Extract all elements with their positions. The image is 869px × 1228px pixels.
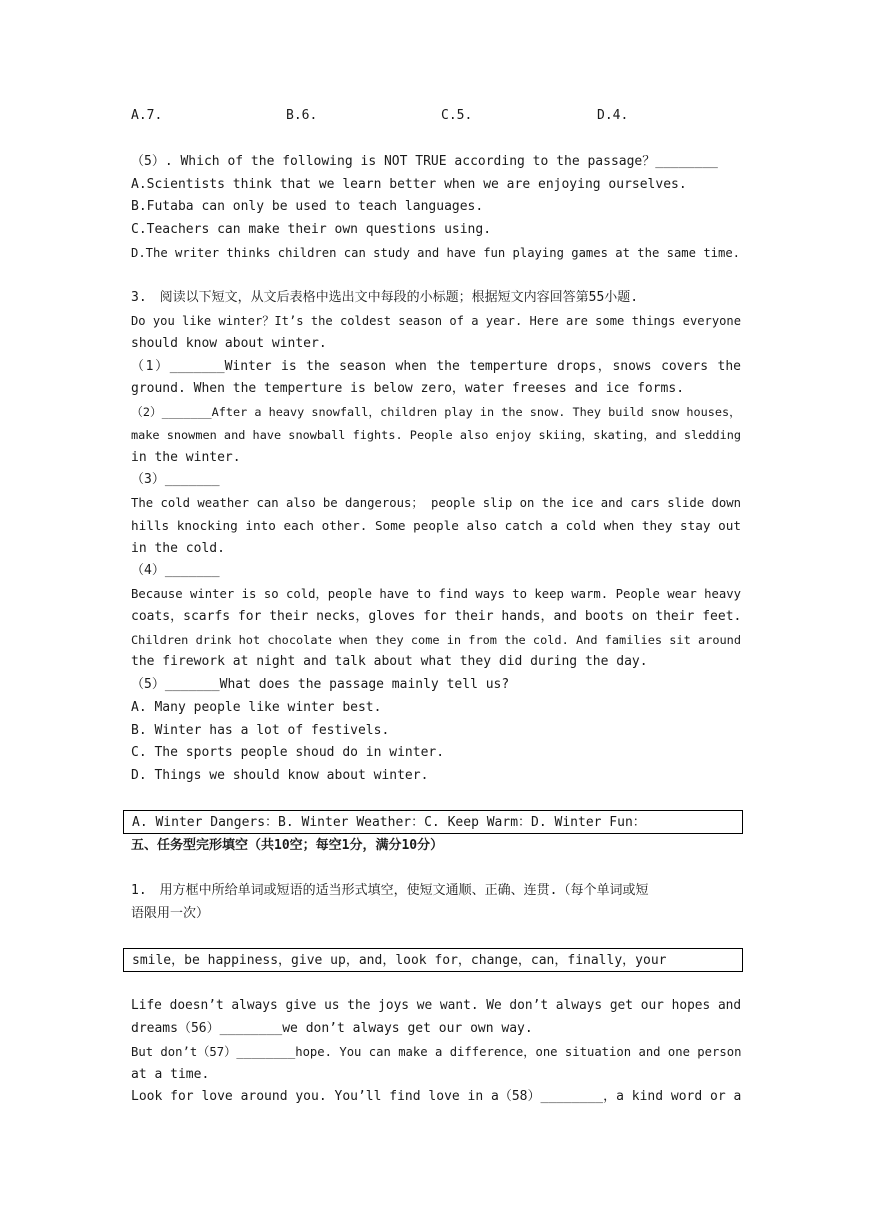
passage-line: Because winter is so cold，people have to find ways to keep warm. People wear heavy — [131, 587, 741, 601]
headings-box — [123, 810, 743, 834]
section-5-heading: 五、任务型完形填空（共10空；每空1分，满分10分） — [131, 838, 444, 853]
passage-line: D. Things we should know about winter. — [131, 768, 429, 783]
cloze-line: But don’t（57）________hope. You can make a difference，one situation and one person — [131, 1045, 742, 1059]
option-d: D.4. — [597, 108, 629, 123]
cloze-line: Look for love around you. You’ll find love in a（58）________，a kind word or a — [131, 1089, 742, 1104]
headings-box-text: A. Winter Dangers：B. Winter Weather：C. Keep Warm：D. Winter Fun： — [132, 815, 646, 830]
passage-line: ground. When the temperture is below zero，water freeses and ice forms. — [131, 381, 685, 396]
passage-line: the firework at night and talk about what they did during the day. — [131, 654, 648, 669]
passage-line: A. Many people like winter best. — [131, 700, 382, 715]
option-b: B.6. — [286, 108, 318, 123]
question-5-option-a: A.Scientists think that we learn better when we are enjoying ourselves. — [131, 177, 687, 192]
cloze-line: Life doesn’t always give us the joys we want. We don’t always get our hopes and — [131, 998, 742, 1013]
question-5-option-c: C.Teachers can make their own questions using. — [131, 222, 492, 237]
section-5-instruction: 1. 用方框中所给单词或短语的适当形式填空，使短文通顺、正确、连贯.（每个单词或短 — [131, 883, 649, 898]
passage-line: in the cold. — [131, 541, 225, 556]
option-c: C.5. — [441, 108, 473, 123]
passage-line: （2）_______After a heavy snowfall，children play in the snow. They build snow houses， — [131, 405, 741, 419]
word-box — [123, 948, 743, 972]
question-5-stem: （5）. Which of the following is NOT TRUE according to the passage？________ — [131, 154, 718, 169]
word-box-text: smile，be happiness，give up，and，look for，change，can，finally，your — [132, 953, 667, 968]
passage-line: B. Winter has a lot of festivels. — [131, 723, 390, 738]
passage-line: （5）_______What does the passage mainly tell us? — [131, 677, 510, 692]
cloze-line: dreams（56）________we don’t always get our own way. — [131, 1021, 533, 1036]
passage-line: hills knocking into each other. Some people also catch a cold when they stay out — [131, 518, 741, 533]
section-5-instruction: 语限用一次） — [131, 906, 210, 921]
passage-line: Do you like winter？It’s the coldest season of a year. Here are some things everyone — [131, 314, 741, 328]
passage-line: （1）_______Winter is the season when the temperture drops，snows covers the — [131, 359, 741, 374]
passage-line: coats，scarfs for their necks，gloves for their hands，and boots on their feet. — [131, 609, 742, 624]
question-5-option-b: B.Futaba can only be used to teach languages. — [131, 199, 484, 214]
passage-line: make snowmen and have snowball fights. People also enjoy skiing，skating，and sledding — [131, 428, 741, 442]
passage-line: （3）_______ — [131, 472, 220, 487]
passage-line: should know about winter. — [131, 336, 327, 351]
cloze-line: at a time. — [131, 1067, 210, 1082]
passage-line: C. The sports people shoud do in winter. — [131, 745, 445, 760]
section-3-instruction: 3. 阅读以下短文，从文后表格中选出文中每段的小标题；根据短文内容回答第55小题. — [131, 290, 639, 305]
passage-line: The cold weather can also be dangerous； people slip on the ice and cars slide down — [131, 496, 741, 510]
passage-line: Children drink hot chocolate when they come in from the cold. And families sit around — [131, 633, 741, 647]
passage-line: in the winter. — [131, 450, 241, 465]
passage-line: （4）_______ — [131, 563, 220, 578]
question-5-option-d: D.The writer thinks children can study and have fun playing games at the same time. — [131, 246, 741, 260]
option-a: A.7. — [131, 108, 163, 123]
